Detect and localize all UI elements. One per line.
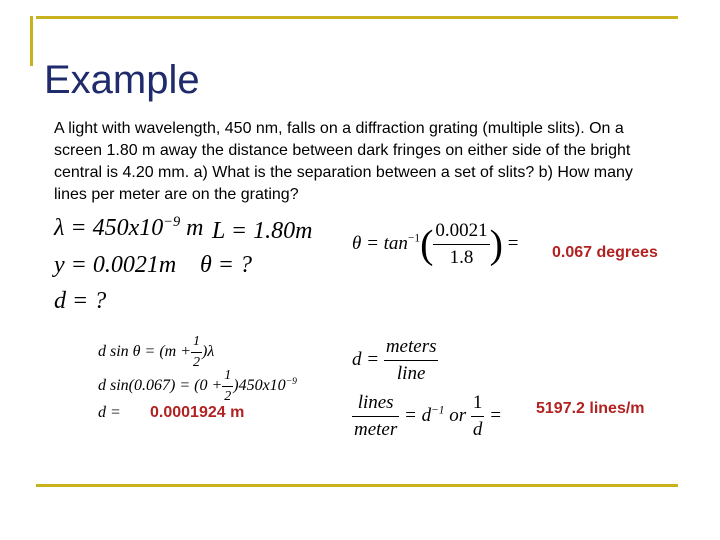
angle-answer: 0.067 degrees <box>552 244 658 261</box>
angle-equation: $\theta = \tan^{-1}$( $\frac{0.0021}{1.8}$ ) = <box>352 220 519 268</box>
given-y: y = 0.0021m <box>54 252 177 278</box>
lines-answer: 5197.2 lines/m <box>536 400 645 417</box>
given-lambda: $\lambda = 450x10^{-9}$ m <box>54 214 204 241</box>
given-theta: θ = ? <box>200 252 252 278</box>
given-d: d = ? <box>54 288 107 314</box>
decor-left-line <box>30 16 33 66</box>
derivation-line-1: d sin θ = (m + $\frac{1}{2}$ )λ <box>98 334 215 370</box>
derivation-line-3: d = <box>98 404 121 421</box>
lines-per-meter-equation: $\frac{\text{lines}}{\text{meter}}$ = $d^{-1}$ or $\frac{1}{d}$ = <box>354 392 502 440</box>
derivation-line-2: d sin(0.067) = (0 + $\frac{1}{2}$ )$450x10^{-9}$ <box>98 368 297 404</box>
problem-statement: A light with wavelength, 450 nm, falls on a diffraction grating (multiple slits). On a screen 1.80 m away the distance between dark fringes on either side of the bright central is 4.20 mm. a) What is the separation between a set of slits? b) How many lines per meter are on the grating? <box>54 120 633 203</box>
slide-title: Example <box>44 58 200 102</box>
d-answer: 0.0001924 m <box>150 404 245 421</box>
d-definition: d = $\frac{\text{meters}}{\text{line}}$ <box>352 336 437 384</box>
decor-top-line <box>36 16 678 19</box>
decor-bottom-line <box>36 484 678 487</box>
given-L: L = 1.80m <box>212 218 313 244</box>
